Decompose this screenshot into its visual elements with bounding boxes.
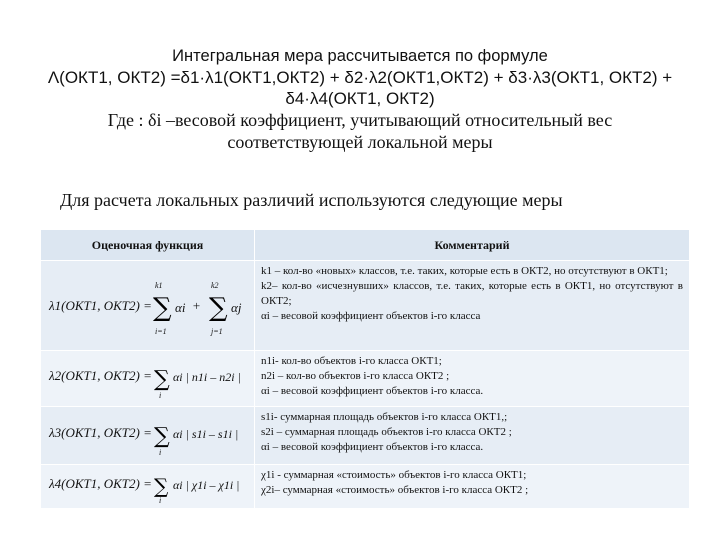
comment-cell-lambda3	[255, 407, 690, 465]
formula-lambda1	[45, 270, 250, 342]
table-header-row	[41, 230, 690, 261]
table-row	[41, 407, 690, 465]
sum-index: i	[159, 390, 162, 400]
sum-sign-icon: ∑	[153, 292, 172, 323]
comment-line: n1i- кол-во объектов i-го класса ОКТ1;	[261, 355, 442, 367]
sum-sign-icon: ∑	[154, 423, 170, 449]
weight-definition-line-2: соответствующей локальной меры	[227, 132, 493, 152]
formula-cell-lambda3	[41, 407, 255, 465]
local-measures-table	[40, 229, 690, 509]
comment-cell-lambda1	[255, 261, 690, 351]
header-function: Оценочная функция	[41, 230, 255, 261]
sum-sign-icon: ∑	[154, 366, 170, 392]
weight-definition-line-1: Где : δi –весовой коэффициент, учитывающий относительный вес	[107, 110, 613, 130]
formula-intro	[0, 46, 720, 153]
sum-sign-icon: ∑	[154, 473, 169, 498]
formula-cell-lambda2	[41, 351, 255, 407]
table-row	[41, 351, 690, 407]
sum-index: i	[159, 447, 162, 457]
comment-line: s1i- суммарная площадь объектов i-го класса ОКТ1,;	[261, 411, 508, 423]
table-row	[41, 261, 690, 351]
comment-cell-lambda4	[255, 465, 690, 509]
intro-line-1: Интегральная мера рассчитывается по формуле	[172, 47, 548, 65]
header-comment: Комментарий	[255, 230, 690, 261]
sum-sign-icon: ∑	[209, 292, 228, 323]
plus-sign: +	[192, 297, 201, 313]
integral-formula-line-2: δ4·λ4(ОКТ1, ОКТ2)	[285, 89, 435, 108]
sum-upper-limit: k1	[155, 280, 163, 290]
section-subtitle: Для расчета локальных различий используются следующие меры	[60, 190, 563, 210]
comment-line: k2– кол-во «исчезнувших» классов, т.е. таких, которые есть в ОКТ1, но отсутствуют в ОКТ2;	[261, 280, 683, 307]
comment-line: s2i – суммарная площадь объектов i-го класса ОКТ2 ;	[261, 426, 512, 438]
comment-line: αi – весовой коэффициент объектов i-го класса.	[261, 441, 484, 453]
formula-rhs: αi | s1i – s1i |	[173, 426, 239, 441]
formula-cell-lambda4	[41, 465, 255, 509]
formula-rhs: αi | n1i – n2i |	[173, 369, 241, 384]
sum-lower-limit: j=1	[211, 326, 223, 336]
integral-formula-line-1: Λ(ОКТ1, ОКТ2) =δ1·λ1(ОКТ1,ОКТ2) + δ2·λ2(ОКТ1,ОКТ2) + δ3·λ3(ОКТ1, ОКТ2) +	[47, 68, 673, 87]
formula-lhs: λ3(OKT1, OKT2) =	[49, 424, 152, 440]
formula-lhs: λ1(OKT1, OKT2) =	[49, 297, 152, 313]
alpha-term: αi	[175, 299, 186, 315]
formula-cell-lambda1	[41, 261, 255, 351]
formula-lambda4	[45, 469, 250, 505]
comment-cell-lambda2	[255, 351, 690, 407]
comment-line: χ2i– суммарная «стоимость» объектов i-го класса ОКТ2 ;	[261, 484, 529, 496]
alpha-term: αj	[231, 299, 242, 315]
comment-line: n2i – кол-во объектов i-го класса ОКТ2 ;	[261, 370, 450, 382]
comment-line: αi – весовой коэффициент объектов i-го класса.	[261, 385, 484, 397]
formula-rhs: αi | χ1i – χ1i |	[173, 477, 240, 492]
comment-line: k1 – кол-во «новых» классов, т.е. таких, которые есть в ОКТ2, но отсутствуют в ОКТ1;	[261, 265, 668, 277]
sum-lower-limit: i=1	[155, 326, 167, 336]
table-row	[41, 465, 690, 509]
comment-line: αi – весовой коэффициент объектов i-го класса	[261, 310, 481, 322]
formula-lhs: λ2(OKT1, OKT2) =	[49, 367, 152, 383]
comment-line: χ1i - суммарная «стоимость» объектов i-го класса ОКТ1;	[261, 469, 527, 481]
formula-lhs: λ4(OKT1, OKT2) =	[49, 475, 152, 491]
formula-lambda2	[45, 356, 250, 402]
formula-lambda3	[45, 413, 250, 459]
sum-upper-limit: k2	[211, 280, 219, 290]
sum-index: i	[159, 495, 162, 505]
